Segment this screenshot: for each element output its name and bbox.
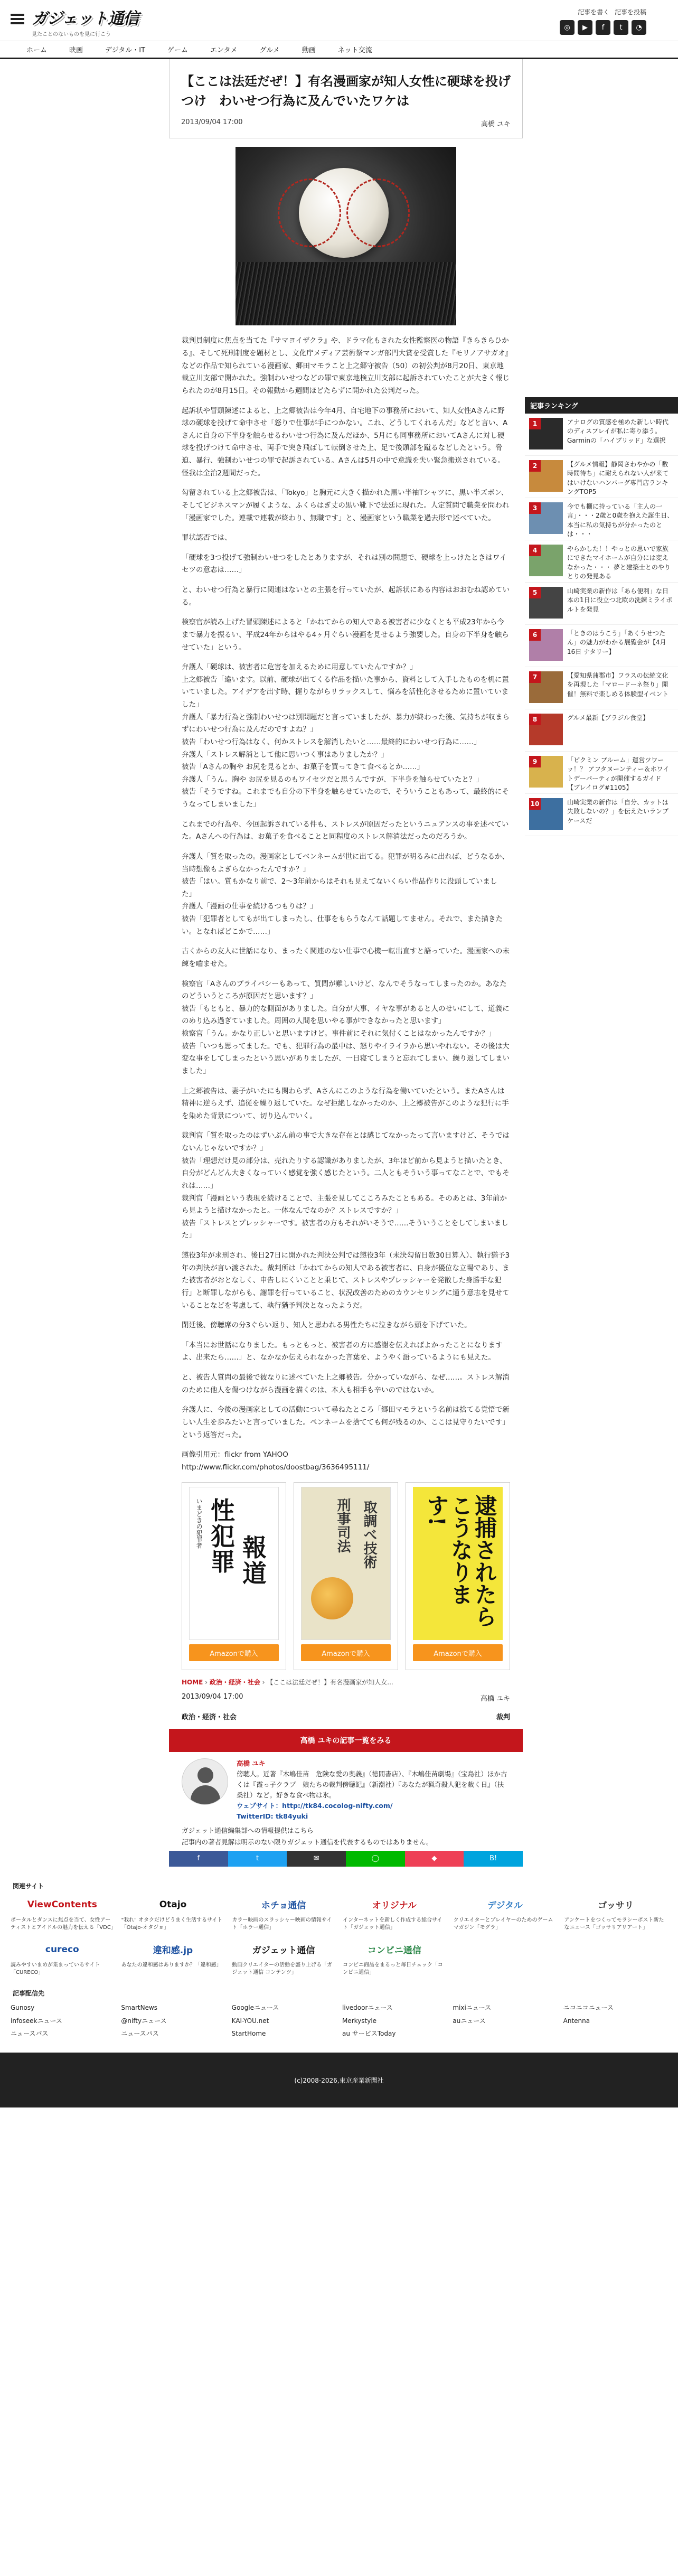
more-articles-button[interactable]: 高橋 ユキの記事一覧をみる [169,1729,523,1752]
related-heading: 関連サイト [13,1882,44,1890]
article-paragraph: 弁護人「質を取ったの。漫画家としてベンネームが世に出てる。犯罪が明るみに出れば、どうなるか、当時想像もよぎらなかったんですか？」 被告「はい。質もかなり前で、2〜3年前からはそれも見えてないくらい作品作りに没頭していました」 弁護人「漫画の仕事を続けるつもりは？」 被告「犯罪者としてもが出てしまったし、仕事をもらうなんて話題してません。それで、また描きたい。となればどこかで……」 [182,852,510,936]
main-nav [0,41,678,59]
line-share-icon[interactable]: ◯ [346,1851,405,1867]
ranking-item[interactable] [525,583,678,625]
nav-gourmet[interactable]: グルメ [259,46,280,54]
news-partner-link[interactable]: livedoorニュース [342,2003,393,2011]
article-paragraph: 弁護人に、今後の漫画家としての活動について尋ねたところ「郷田マモラという名前は捨てる覚悟で新しい人生を歩みたいと言っていました。ペンネームを捨てても何が残るのか、ここは見守りたいです」という返答だった。 [182,1406,510,1439]
book-card [294,1482,398,1670]
amazon-buy-button[interactable]: Amazonで購入 [413,1644,503,1661]
logo-tagline: 見たことのないものを見に行こう [32,32,111,38]
disclaimer: 記事内の著者見解は明示のない限りガジェット通信を代表するものではありません。 [182,1838,433,1846]
news-partner-link[interactable]: StartHome [231,2030,266,2038]
news-partner-link[interactable]: Merkystyle [342,2017,377,2025]
ranking-number: 4 [529,545,541,556]
article-paragraph: 検察官「Aさんのプライバシーもあって、質問が難しいけど、なんでそうなってしまったのか。あなたのどういうところが原因だと思います？」 被告「もともと、暴力的な側面がありました。自分が大事、イヤな事があると人のせいにして、道義にのめり込み過ぎていました。周囲の人間を思いやる事ができなかったと思います」 検察官「うん。かなり正しいと思いますけど。事件前にそれに気付くことはなかったんですか？」 被告「いつも思ってました。でも、犯罪行為の最中は、怒りやイライラから思いやれない。その後は大変な事をしてしまったという思いがありましたが、一日寝てしまうと忘れてしまい、繰り返してしまいました」 [182,979,510,1075]
ranking-item[interactable] [525,794,678,836]
related-site-desc: アンケートをつくってモラシーポスト新たなニュース「ゴッサリアリアート」 [564,1917,664,1931]
related-site-card[interactable] [454,1895,557,1932]
ranking-title[interactable]: アナログの質感を極めた新しい時代のディスプレイが私に寄り添う。Garminの「ハイブリッド」な選択 [567,418,669,444]
tip-link[interactable]: ガジェット通信編集部への情報提供はこちら [182,1826,314,1835]
article-paragraph: 「本当にお世話になりました。もっともっと、被害者の方に感謝を伝えればよかったことになりますよ、出来たら……」と、なかなか伝えられなかった言葉を、ようやく語っているようにも見えた。 [182,1341,503,1362]
book-list [169,1482,523,1670]
article-paragraph: 起訴状や冒頭陳述によると、上之郷被告は今年4月、自宅地下の事務所において、知人女性Aさんに野球の硬球を投げて命中させ「怒りで仕事が手につかない。これ、どうしてくれるんだ」などと言い、Aさんに自身の下半身を触らせるわいせつ行為に及んだほか、5月にも同事務所においてAさんに対し硬球を投げつけて命中させ、両手で突き飛ばして転倒させた上、足で後頭部を蹴るなどしたという。脅迫、暴行、強制わいせつの罪で起訴されている。Aさんは5月の中で意識を失い緊急搬送されている。怪我は全治2週間だった。 [182,406,508,477]
article-paragraph: 罪状認否では、 [182,533,232,542]
amazon-buy-button[interactable]: Amazonで購入 [189,1644,279,1661]
share-bar [169,1851,523,1867]
ranking-number: 5 [529,587,541,598]
related-site-desc: コンビニ商品をまるっと毎日チェック「コンビニ通信」 [343,1962,443,1976]
ranking-title[interactable]: 今でも棚に持っている「主人の一言」・・・2歳と0歳を抱えた誕生日、本当に私の気持ちが分かったのとは・・・ [567,503,674,538]
related-site-desc: ポータルとダンスに焦点を当て、女性アーティストとアイドルの魅力を伝える「VDC」 [11,1917,116,1931]
related-site-logo[interactable]: cureco [45,1944,79,1955]
breadcrumb-home[interactable]: HOME [182,1679,203,1687]
related-sites [0,1881,678,1890]
news-partner-link[interactable]: au サービスToday [342,2030,396,2038]
related-site-logo[interactable]: ViewContents [27,1899,97,1910]
ranking-title[interactable]: やらかした！！やっとの思いで家族にできたマイホームが自分には変えなかった・・・ 夢と建築士とのやりとりの発見ある [567,545,671,580]
ranking-item[interactable] [525,498,678,540]
related-site-logo[interactable]: Otajo [159,1899,187,1910]
ranking-title[interactable]: 「ときのはうこう」「あくうせつたん」の魅力がわかる展覧会が【4月16日 ナタリー】 [567,630,666,655]
rss-icon[interactable]: ◔ [632,20,646,35]
article-title: 【ここは法廷だぜ！】有名漫画家が知人女性に硬球を投げつけ わいせつ行為に及んでいたワケは [181,74,511,109]
article-date: 2013/09/04 17:00 [181,118,243,127]
article-paragraph: 裁判官「質を取ったのはずいぶん前の事で大きな存在とは感じてなかったって言いますけど、そうではないんじゃないですか？」 被告「理想だけ見の部分は、売れたりする認識がありましたが、3年ほど前から見ようと描いたとき、自分がどんどん大きくなっていく感覚を強く感じたという。二人ともそういう事ってなことで、でもそれは……」 裁判官「漫画という表現を続けることで、主張を見してこころみたこともある。そのあとは、3年前から見ようと描けなかったと。一体なんでなのか？ストレスですか？」 被告「ストレスとプレッシャーです。被害者の方もそれがいそうで……そういうことをしてしまいました」 [182,1131,510,1240]
breadcrumb-category[interactable]: 政治・経済・社会 [209,1679,260,1687]
author-twitter[interactable]: TwitterID: tk84yuki [237,1812,308,1821]
news-partner-link[interactable]: Gunosy [11,2003,35,2011]
ranking-title[interactable]: グルメ最新【ブラジル食堂】 [567,714,649,722]
article-paragraph: 勾留されている上之郷被告は、「Tokyo」と胸元に大きく描かれた黒い半袖Tシャツに、黒い半ズボン、そしてビジネスマンが履くような、ふくらはぎ丈の黒い靴下で法廷に現れた。人定質問で職業を問われ「漫画家でした。連載で連載が終わり、無職です」と、漫画家という職業を過去形で述べていた。 [182,489,510,522]
instagram-icon[interactable]: ◎ [560,20,575,35]
news-partner-link[interactable]: mixiニュース [453,2003,492,2011]
ranking-number: 8 [529,714,541,725]
related-site-logo[interactable]: ゴッサリ [598,1900,634,1912]
news-partner-link[interactable]: infoseekニュース [11,2017,62,2025]
facebook-share-icon[interactable]: f [169,1851,228,1867]
article-paragraph: 古くからの友人に世話になり、まったく関連のない仕事で心機一転出直すと語っていた。漫画家への未練を嚙ませた。 [182,947,510,968]
author-website[interactable]: ウェブサイト：http://tk84.cocolog-nifty.com/ [237,1802,393,1810]
article-paragraph: 弁護人「硬球は、被害者に危害を加えるために用意していたんですか？」 上之郷被告「違います。以前、硬球が出てくる作品を描いた事から、資料として入手したものを机に置いていました。アイデアを出す時、握りながらリラックスして、悩みを活性化させるために置いていました」 弁護人「暴力行為と強制わいせつは別問題だと言っていましたが、暴力が終わった後、気持ちが収まらずにわいせつ行為に及んだのですよね？」 被告「わいせつ行為はなく、何かストレスを解消したいと……最終的にわいせつ行為に……」 弁護人「ストレス解消として他に思いつく事はありましたか？」 被告「Aさんの胸や お尻を見るとか、お菓子を買ってきて食べるとか……」 弁護人「うん。胸や お尻を見るのもワイセツだと思うんですが、下半身を触らせていたと？」 被告「そうですね。これまでも自分の下半身を触らせていたので、そういうこともあって、最終的にそうなってしまいました」 [182,663,510,809]
write-article-link[interactable]: 記事を書く [578,8,610,16]
ranking-title[interactable]: 【愛知県蒲郡市】フラスの伝統文化を再現した「マロードーネ祭り」開催！無料で楽しめる体験型イベント [567,672,669,698]
related-site-card[interactable] [232,1895,335,1932]
article-main [169,59,523,1876]
nav-digital[interactable]: デジタル・IT [105,46,146,54]
nav-home[interactable]: ホーム [26,46,48,54]
article-paragraph: 「硬球を3つ投げて強制わいせつをしたとありますが、それは別の問題で、硬球を上っけたときはワイセツの意志は……」 [182,553,507,575]
hatena-share-icon[interactable]: ✉ [287,1851,346,1867]
author-bio: 傍聴人。近著『木嶋佳苗 危険な愛の奥義』（徳間書店）、『木嶋佳苗劇場』（宝島社）ほか古くは『霞っ子クラブ 娘たちの裁判傍聴記』（新潮社）『あなたが猟奇殺人犯を裁く日』（扶桑社）など。好きな食べ物は氷。 [237,1770,507,1800]
avatar [182,1758,228,1805]
book-cover[interactable]: 逮捕されたらこうなります! [413,1487,503,1640]
ranking-item[interactable] [525,752,678,794]
related-site-desc: クリエイターとプレイヤーのためのゲームマガジン「モグラ」 [453,1917,553,1931]
related-site-desc: インターネットを新しく作成する総合サイト「ガジェット通信」 [343,1917,442,1931]
pocket-share-icon[interactable]: ◆ [405,1851,464,1867]
related-site-logo[interactable]: コンビニ通信 [367,1945,421,1956]
news-partner-link[interactable]: Antenna [563,2017,590,2025]
news-partner-link[interactable]: ニュースパス [121,2030,159,2038]
book-cover[interactable]: いまどきの犯罪者 性 犯 罪 報 道 [189,1487,279,1640]
article-author[interactable]: 高橋 ユキ [481,120,511,129]
news-partner-link[interactable]: ニュースパス [11,2030,49,2038]
author-name[interactable]: 高橋 ユキ [237,1759,266,1768]
article-paragraph: 裁判員制度に焦点を当てた『サマヨイザクラ』や、ドラマ化もされた女性監察医の物語『きらきらひかる』、そして死刑制度を題材とし、文化庁メディア芸術祭マンガ部門大賞を受賞した『モリノアサガオ』などの作品で知られている漫画家、郷田マモラこと上之郷守被告（50）の初公判が8月20日、東京地裁立川支部で開かれた。強制わいせつなどの罪で東京地検立川支部に起訴されていたことが大きく報じられたのが8月15日。その報動から週間ほどたらずに開かれた公判だった。 [182,336,510,395]
article-paragraph: 上之郷被告は、妻子がいたにも関わらず、Aさんにこのような行為を働いていたという。またAさんは精神に逆らえず、追従を繰り返していた。なぜ拒絶しなかったのか、上之郷被告がこのような犯行に手を染めた背景について、切り込んでいく。 [182,1086,509,1120]
news-partner-link[interactable]: SmartNews [121,2003,158,2011]
nav-movie[interactable]: 映画 [69,46,83,54]
related-site-desc: "我れ" オタクだけどうまく生活するサイト「Otajo-オタジョ」 [121,1917,223,1931]
category-tag[interactable]: 政治・経済・社会 [182,1713,237,1722]
footer-copyright: (c)2008-2026,東京産業新聞社 [0,2053,678,2107]
ranking-number: 7 [529,671,541,683]
ranking-item[interactable] [525,456,678,498]
ranking-title[interactable]: 「ピクミン ブルーム」運営ツワーッ！？ アフタヌーンティー＆ホワイトデーパーティが開催するガイド【ブレイログ#1105】 [567,756,670,792]
related-site-desc: 読みやすいまめが集まっているサイト「CURECO」 [11,1962,100,1976]
news-partner-grid [0,2002,678,2040]
book-card [406,1482,510,1670]
hamburger-menu-icon[interactable] [11,14,24,24]
article-body [169,335,523,1474]
author-box [169,1752,523,1825]
news-partner-link[interactable]: ニコニコニュース [563,2003,614,2011]
related-site-desc: 動画クリエイターの活動を盛り上げる「ガジェット通信 コンテンツ」 [232,1962,333,1976]
related-site-card[interactable] [121,1940,225,1977]
news-partner-link[interactable]: @niftyニュース [121,2017,167,2025]
nav-entertainment[interactable]: エンタメ [210,46,238,54]
ranking-title[interactable]: 山崎実業の新作は「あら便利」な日本の1日に役立つ北欧の洗練ミライボルトを発見 [567,587,673,613]
related-grid [0,1895,678,1977]
nav-game[interactable]: ゲーム [167,46,189,54]
related-site-card[interactable] [343,1895,446,1932]
news-partner-link[interactable]: Googleニュース [231,2003,279,2011]
news-partner-link [563,2028,667,2040]
breadcrumb-current: 【ここは法廷だぜ！】有名漫画家が知人女... [267,1679,393,1687]
breadcrumb: HOME › 政治・経済・社会 › 【ここは法廷だぜ！】有名漫画家が知人女... [182,1679,393,1687]
ranking-number: 3 [529,502,541,514]
related-site-logo[interactable]: オリジナル [372,1900,417,1912]
ranking-item[interactable] [525,667,678,709]
ranking-item[interactable] [525,709,678,752]
ranking-number: 10 [529,798,541,810]
ranking-heading: 記事ランキング [525,397,678,414]
related-site-logo[interactable]: ホチョ通信 [261,1900,306,1912]
ranking-number: 6 [529,629,541,641]
related-site-logo[interactable]: ガジェット通信 [252,1945,315,1956]
ranking-item[interactable] [525,540,678,583]
article-paragraph: 懲役3年が求刑され、後日27日に開かれた判決公判では懲役3年（未決勾留日数30日算入）、執行猶予3年の判決が言い渡された。裁判所は「かねてからの知人である被害者に、自身が優位な立場であり、また被害者がおとなしく、申告しにくいことと乗じて、ストレスやプレッシャーを発散した身勝手な犯行」と断罪しながらも、謝罪を行っていること、状況改善のためのカウンセリングに通う意志を見せていることなどを考慮して、執行猶予判決となったようだ。 [182,1251,510,1310]
ranking-item[interactable] [525,414,678,456]
related-site-card[interactable] [343,1940,446,1977]
related-site-card[interactable] [121,1895,225,1932]
book-card [182,1482,286,1670]
twitter-icon[interactable]: t [614,20,628,35]
article-paragraph: 画像引用元：flickr from YAHOO http://www.flickr.com/photos/doostbag/3636495111/ [182,1450,370,1472]
article-paragraph: と、わいせつ行為と暴行に関連はないとの主張を行っていたが、起訴状にある内容はおおむね認めている。 [182,586,510,607]
header-links [575,7,646,16]
book-cover[interactable]: 刑事司法 取調べ技術 [301,1487,391,1640]
news-partner-link[interactable]: auニュース [453,2017,486,2025]
related-site-logo[interactable]: 違和感.jp [153,1945,193,1956]
sub-author[interactable]: 高橋 ユキ [480,1695,510,1703]
related-site-desc: あなたの違和感はありますか？「違和感」 [121,1962,222,1968]
youtube-icon[interactable]: ▶ [578,20,592,35]
ranking-title[interactable]: 【グルメ情報】静岡さわやかの「数時間待ち」に耐えられない人が来てはいけないハンバーグ専門店ランキングTOP5 [567,461,669,496]
sidebar [525,59,678,1876]
ranking-number: 9 [529,756,541,767]
article-paragraph: 検察官が読み上げた冒頭陳述によると「かねてからの知人である被害者に少なくとも平成23年から今まで暴力を振るい、平成24年からはやる4ヶ月ぐらい漫画を見せるよう強要した。自身の下半身を触らせていた」という。 [182,618,509,652]
article-header [169,59,523,138]
news-heading: 記事配信先 [13,1989,45,1997]
related-site-desc: カラー映画のスラッシャー映画の情報サイト「ホラー通信」 [232,1917,332,1931]
ranking-title[interactable]: 山崎実業の新作は「自分、カットは失敗しないの？」を伝えたいランプケースだ [567,799,669,825]
related-site-card[interactable] [11,1895,114,1932]
article-paragraph: これまでの行為や、今回起訴されている件も、ストレスが原因だったというニュアンスの事を述べていた。Aさんへの行為は、お菓子を食べることと同程度のストレス解消法だったのだろうか。 [182,820,509,841]
hatebu-share-icon[interactable]: B! [464,1851,523,1867]
ranking-number: 2 [529,460,541,472]
nav-video[interactable]: 動画 [302,46,316,54]
twitter-share-icon[interactable]: t [228,1851,287,1867]
related-site-card[interactable] [232,1940,335,1977]
news-partner-link[interactable]: KAI-YOU.net [231,2017,269,2025]
article-paragraph: 閉廷後、傍聴席の分3ぐらい返り、知人と思われる男性たちに泣きながら頭を下げていた。 [182,1321,472,1330]
site-header [0,0,678,41]
amazon-buy-button[interactable]: Amazonで購入 [301,1644,391,1661]
facebook-icon[interactable]: f [596,20,610,35]
news-partner-link [453,2028,557,2040]
sub-date: 2013/09/04 17:00 [182,1693,243,1701]
submit-article-link[interactable]: 記事を投稿 [614,8,646,16]
ranking-number: 1 [529,418,541,429]
category-tag-right[interactable]: 裁判 [496,1713,510,1722]
social-icons [560,20,646,35]
site-logo[interactable]: ガジェット通信 見たことのないものを見に行こう [32,10,139,38]
related-site-logo[interactable]: デジタル [487,1900,523,1912]
nav-net[interactable]: ネット交流 [337,46,372,54]
hero-baseball-image [236,147,456,325]
related-site-card[interactable] [564,1895,667,1932]
ranking-item[interactable] [525,625,678,667]
article-paragraph: と、被告人質問の最後で彼なりに述べていた上之郷被告。分かっていながら、なぜ……。ストレス解消のために他人を傷つけながら漫画を描くのは、本人も相手も辛いのではないか。 [182,1373,510,1394]
related-site-card[interactable] [11,1940,114,1977]
